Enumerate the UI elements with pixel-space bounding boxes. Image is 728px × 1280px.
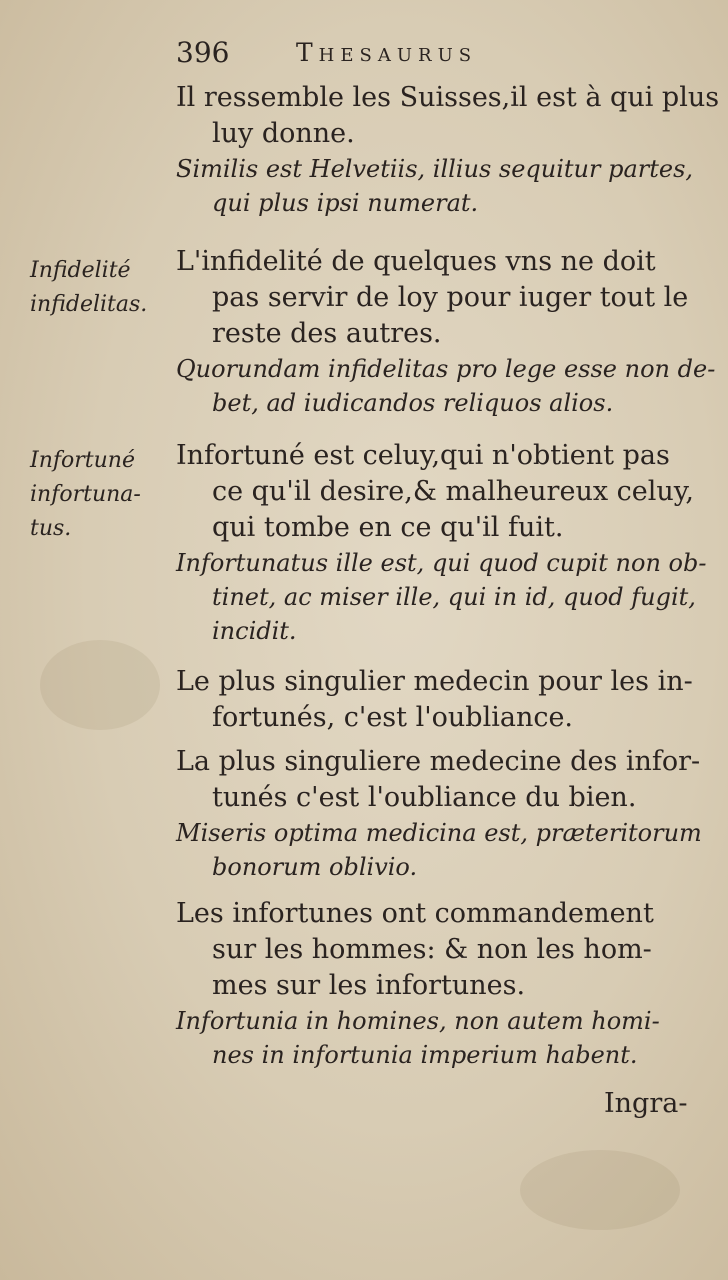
french-text [176,438,696,546]
entry-infortune [176,438,707,648]
margin-note-infortune [30,444,175,546]
text-line: tunés c'est l'oubliance du bien. [212,782,637,813]
french-text [176,244,696,352]
page-header [176,36,616,76]
text-line: tinet, ac miser ille, qui in id, quod fugit, [212,583,696,611]
text-line: bonorum oblivio. [212,853,418,881]
margin-note-line: tus. [30,516,72,541]
latin-text [176,352,716,420]
text-line: L'infidelité de quelques vns ne doit [176,246,656,277]
text-line: Les infortunes ont commandement [176,898,654,929]
text-line: fortunés, c'est l'oubliance. [212,702,574,733]
text-line: Infortunia in homines, non autem homi- [176,1007,660,1035]
catchword: Ingra- [604,1088,688,1119]
paper-stain [40,640,160,730]
margin-note-line: Infidelité [30,258,131,283]
text-line: sur les hommes: & non les hom- [212,934,652,965]
french-text [176,744,701,816]
page-number: 396 [176,36,230,69]
margin-note-infidelite [30,254,175,322]
latin-text [176,1004,696,1072]
entry-singulier-medecin [176,664,696,736]
text-line: Quorundam infidelitas pro lege esse non de- [176,355,716,383]
french-text [176,80,720,152]
margin-note-line: infortuna- [30,482,141,507]
entry-suisses [176,80,720,220]
text-line: La plus singuliere medecine des infor- [176,746,701,777]
text-line: Infortuné est celuy,qui n'obtient pas [176,440,670,471]
latin-text [176,546,707,648]
running-head: Thesaurus [296,38,478,67]
text-line: bet, ad iudicandos reliquos alios. [212,389,614,417]
text-line: reste des autres. [212,318,442,349]
margin-note-line: Infortuné [30,448,135,473]
text-line: pas servir de loy pour iuger tout le [212,282,689,313]
text-line: Similis est Helvetiis, illius sequitur partes, [176,155,694,183]
french-text [176,896,696,1004]
text-line: incidit. [212,617,297,645]
entry-singuliere-medecine [176,744,702,884]
text-line: qui plus ipsi numerat. [212,189,479,217]
margin-note-line: infidelitas. [30,292,148,317]
text-line: nes in infortunia imperium habent. [212,1041,638,1069]
entry-infortunes [176,896,696,1072]
text-line: Il ressemble les Suisses,il est à qui plus [176,82,720,113]
text-line: Infortunatus ille est, qui quod cupit non ob- [176,549,707,577]
text-line: mes sur les infortunes. [212,970,526,1001]
text-line: ce qu'il desire,& malheureux celuy, [212,476,695,507]
latin-text [176,152,696,220]
paper-stain [520,1150,680,1230]
french-text [176,664,696,736]
entry-infidelite [176,244,716,420]
latin-text [176,816,702,884]
text-line: luy donne. [212,118,355,149]
text-line: Miseris optima medicina est, præteritorum [176,819,702,847]
text-line: Le plus singulier medecin pour les in- [176,666,693,697]
text-line: qui tombe en ce qu'il fuit. [212,512,564,543]
